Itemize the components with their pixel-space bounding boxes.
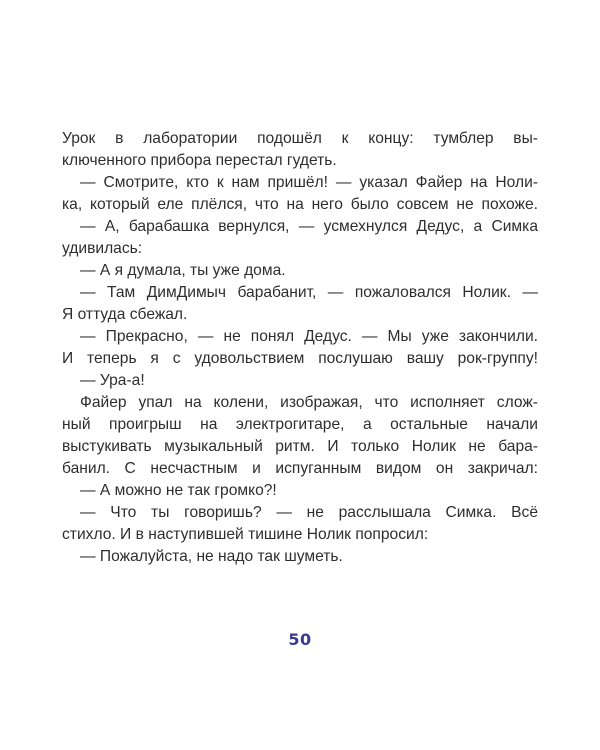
text-line-18: — Что ты говоришь? — не расслышала Симка. Всё [80,504,538,521]
text-line-15: выстукивать музыкальный ритм. И только Нолик не бара- [62,438,538,455]
text-line-17: — А можно не так громко?! [80,482,277,499]
text-line-12: — Ура-а! [80,372,145,389]
text-line-10: — Прекрасно, — не понял Дедус. — Мы уже закончили. [80,328,538,345]
text-line-6: удивилась: [62,240,143,257]
text-line-7: — А я думала, ты уже дома. [80,262,286,279]
text-line-4: ка, который еле плёлся, что на него было совсем не похоже. [62,196,538,213]
text-line-16: банил. С несчастным и испуганным видом он закричал: [62,460,538,477]
text-line-20: — Пожалуйста, не надо так шуметь. [80,548,343,565]
page-number: 50 [288,630,312,649]
text-line-5: — А, барабашка вернулся, — усмехнулся Дедус, а Симка [80,218,538,235]
text-line-9: Я оттуда сбежал. [62,306,188,323]
text-line-3: — Смотрите, кто к нам пришёл! — указал Файер на Ноли- [80,174,538,191]
text-line-2: ключенного прибора перестал гудеть. [62,152,337,169]
text-line-8: — Там ДимДимыч барабанит, — пожаловался Нолик. — [80,284,538,301]
text-line-1: Урок в лаборатории подошёл к концу: тумблер вы- [62,130,538,147]
text-line-19: стихло. И в наступившей тишине Нолик попросил: [62,526,429,543]
text-line-14: ный проигрыш на электрогитаре, а остальные начали [62,416,538,433]
text-line-13: Файер упал на колени, изображая, что исполняет слож- [80,394,538,411]
text-line-11: И теперь я с удовольствием послушаю вашу рок-группу! [62,350,538,367]
